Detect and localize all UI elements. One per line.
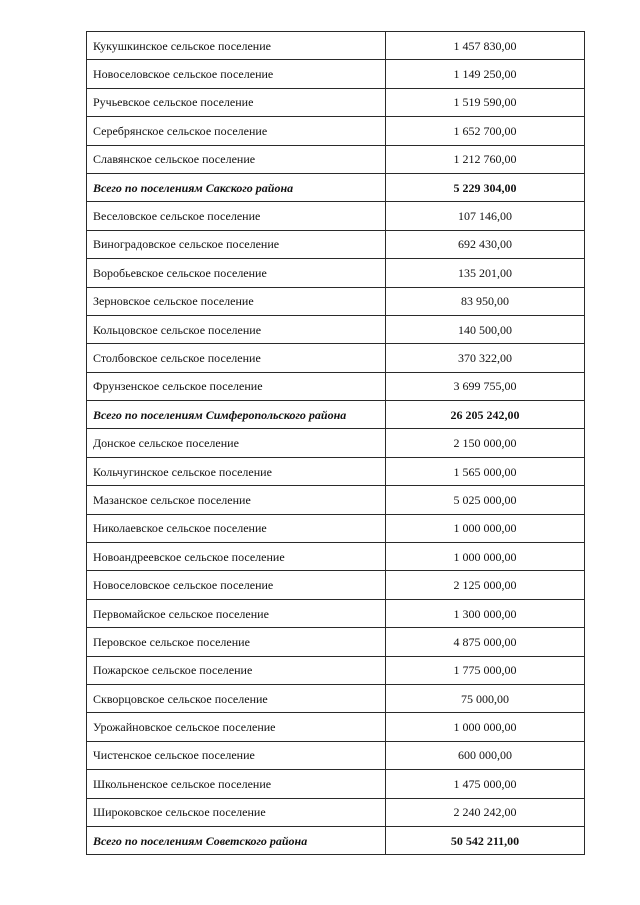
settlement-name: Пожарское сельское поселение [87, 656, 386, 684]
settlement-amount: 75 000,00 [386, 684, 585, 712]
table-row [87, 514, 585, 542]
district-total-label: Всего по поселениям Советского района [87, 826, 386, 854]
settlement-amount: 5 025 000,00 [386, 486, 585, 514]
table-total-row [87, 401, 585, 429]
district-total-label: Всего по поселениям Сакского района [87, 173, 386, 201]
settlement-amount: 135 201,00 [386, 259, 585, 287]
settlement-amount: 1 149 250,00 [386, 60, 585, 88]
table-row [87, 486, 585, 514]
table-row [87, 656, 585, 684]
table-row [87, 88, 585, 116]
table-row [87, 741, 585, 769]
table-row [87, 32, 585, 60]
settlement-name: Кольчугинское сельское поселение [87, 457, 386, 485]
settlement-amount: 1 475 000,00 [386, 770, 585, 798]
settlement-name: Новоандреевское сельское поселение [87, 543, 386, 571]
table-row [87, 599, 585, 627]
settlement-name: Веселовское сельское поселение [87, 202, 386, 230]
table-row [87, 457, 585, 485]
settlements-budget-table [86, 31, 585, 855]
settlement-amount: 2 150 000,00 [386, 429, 585, 457]
settlement-amount: 1 000 000,00 [386, 514, 585, 542]
table-row [87, 798, 585, 826]
table-row [87, 287, 585, 315]
table-total-row [87, 173, 585, 201]
table-row [87, 202, 585, 230]
settlement-amount: 1 519 590,00 [386, 88, 585, 116]
table-row [87, 259, 585, 287]
settlement-name: Зерновское сельское поселение [87, 287, 386, 315]
settlement-name: Кольцовское сельское поселение [87, 315, 386, 343]
table-row [87, 628, 585, 656]
settlement-name: Урожайновское сельское поселение [87, 713, 386, 741]
table-row [87, 117, 585, 145]
settlement-amount: 1 565 000,00 [386, 457, 585, 485]
settlement-amount: 1 000 000,00 [386, 543, 585, 571]
table-row [87, 571, 585, 599]
settlement-amount: 2 240 242,00 [386, 798, 585, 826]
table-total-row [87, 826, 585, 854]
settlement-name: Первомайское сельское поселение [87, 599, 386, 627]
settlement-amount: 1 300 000,00 [386, 599, 585, 627]
table-body [87, 32, 585, 855]
settlement-amount: 3 699 755,00 [386, 372, 585, 400]
settlement-amount: 1 000 000,00 [386, 713, 585, 741]
settlement-amount: 4 875 000,00 [386, 628, 585, 656]
settlement-name: Ручьевское сельское поселение [87, 88, 386, 116]
settlement-name: Воробьевское сельское поселение [87, 259, 386, 287]
settlement-name: Николаевское сельское поселение [87, 514, 386, 542]
district-total-label: Всего по поселениям Симферопольского района [87, 401, 386, 429]
table-row [87, 344, 585, 372]
table-row [87, 770, 585, 798]
settlement-name: Мазанское сельское поселение [87, 486, 386, 514]
settlement-amount: 692 430,00 [386, 230, 585, 258]
settlement-amount: 140 500,00 [386, 315, 585, 343]
table-row [87, 145, 585, 173]
table-row [87, 713, 585, 741]
settlement-amount: 1 212 760,00 [386, 145, 585, 173]
settlement-amount: 83 950,00 [386, 287, 585, 315]
settlement-name: Виноградовское сельское поселение [87, 230, 386, 258]
settlement-name: Новоселовское сельское поселение [87, 571, 386, 599]
settlement-amount: 370 322,00 [386, 344, 585, 372]
table-row [87, 372, 585, 400]
settlement-name: Чистенское сельское поселение [87, 741, 386, 769]
settlement-name: Перовское сельское поселение [87, 628, 386, 656]
settlement-name: Славянское сельское поселение [87, 145, 386, 173]
table-row [87, 684, 585, 712]
settlement-amount: 600 000,00 [386, 741, 585, 769]
settlement-name: Школьненское сельское поселение [87, 770, 386, 798]
district-total-amount: 26 205 242,00 [386, 401, 585, 429]
settlement-name: Скворцовское сельское поселение [87, 684, 386, 712]
table-row [87, 315, 585, 343]
settlement-amount: 2 125 000,00 [386, 571, 585, 599]
table-row [87, 429, 585, 457]
table-row [87, 230, 585, 258]
table-row [87, 543, 585, 571]
settlement-amount: 1 652 700,00 [386, 117, 585, 145]
settlement-amount: 1 775 000,00 [386, 656, 585, 684]
settlement-amount: 1 457 830,00 [386, 32, 585, 60]
district-total-amount: 5 229 304,00 [386, 173, 585, 201]
settlement-name: Донское сельское поселение [87, 429, 386, 457]
settlement-name: Широковское сельское поселение [87, 798, 386, 826]
settlement-name: Кукушкинское сельское поселение [87, 32, 386, 60]
settlement-amount: 107 146,00 [386, 202, 585, 230]
settlement-name: Новоселовское сельское поселение [87, 60, 386, 88]
district-total-amount: 50 542 211,00 [386, 826, 585, 854]
table-row [87, 60, 585, 88]
settlement-name: Столбовское сельское поселение [87, 344, 386, 372]
settlement-name: Фрунзенское сельское поселение [87, 372, 386, 400]
settlement-name: Серебрянское сельское поселение [87, 117, 386, 145]
